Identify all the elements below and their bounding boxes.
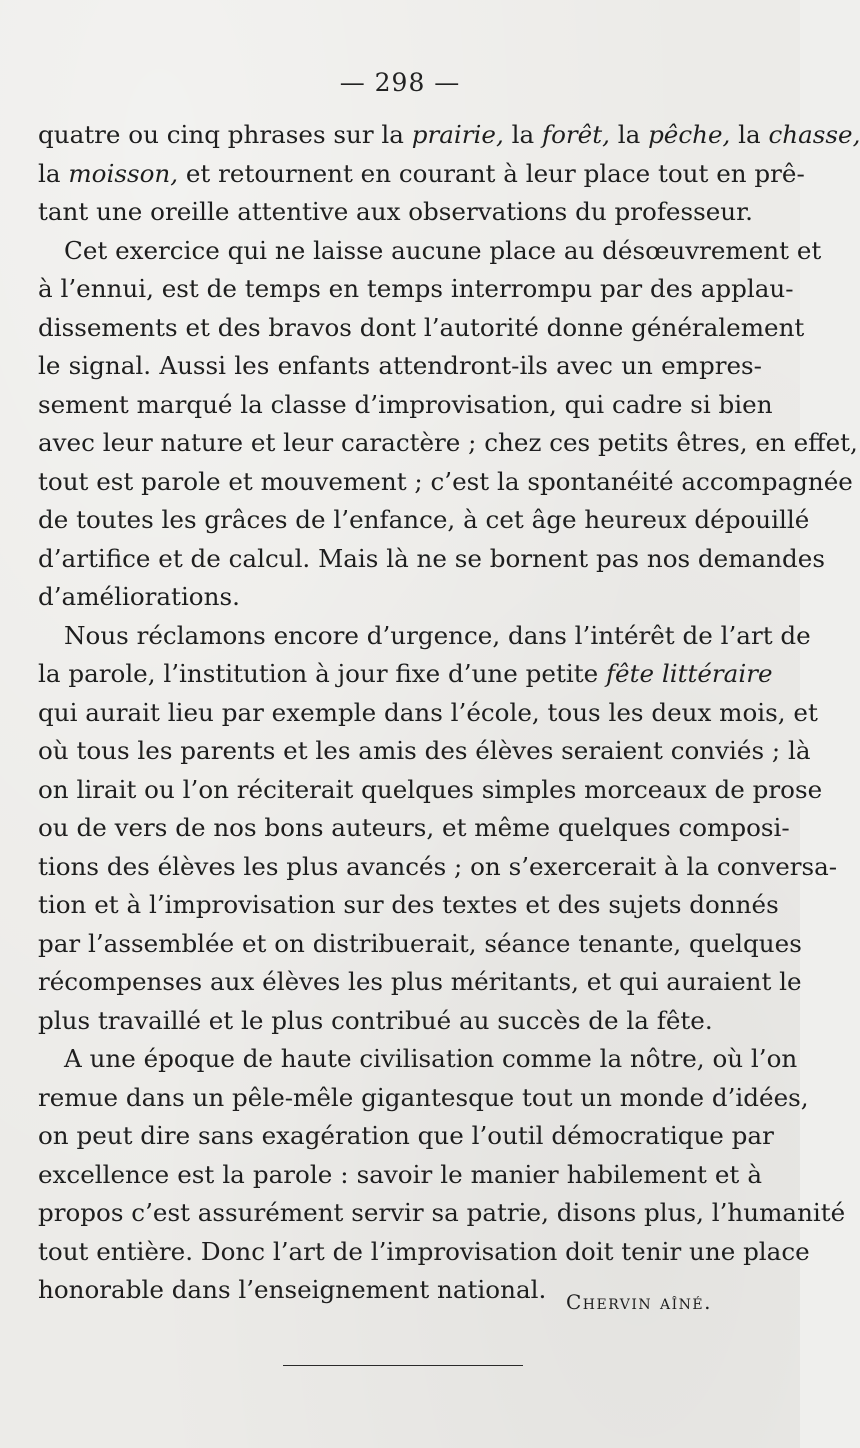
text-run: récompenses aux élèves les plus méritants, et qui auraient le (38, 967, 802, 996)
text-line (38, 578, 762, 617)
paragraph (38, 1040, 846, 1310)
text-line (38, 116, 860, 155)
end-rule (283, 1365, 523, 1366)
text-line (38, 848, 838, 887)
text-run: la (730, 120, 769, 149)
text-line (38, 155, 805, 194)
text-run: par l’assemblée et on distribuerait, séance tenante, quelques (38, 928, 802, 958)
italic-text: moisson, (68, 158, 179, 188)
text-line (38, 694, 818, 733)
text-run: la (38, 158, 69, 188)
text-run: la (503, 120, 542, 149)
text-run: et retournent en courant à leur place tout en prê- (178, 158, 805, 188)
text-run: tions des élèves les plus avancés ; on s’exercerait à la conversa- (38, 851, 838, 881)
text-run: d’artifice et de calcul. Mais là ne se bornent pas nos demandes (38, 543, 825, 573)
italic-text: pêche, (648, 120, 731, 149)
text-line (38, 1040, 798, 1079)
text-line (38, 270, 794, 309)
text-run: remue dans un pêle-mêle gigantesque tout un monde d’idées, (38, 1082, 809, 1112)
text-run: d’améliorations. (38, 582, 240, 611)
text-run: on peut dire sans exagération que l’outil démocratique par (38, 1121, 774, 1150)
text-run: quatre ou cinq phrases sur la (38, 120, 412, 149)
text-run: à l’ennui, est de temps en temps interrompu par des applau- (38, 274, 794, 303)
text-line (38, 309, 805, 348)
text-line (38, 655, 773, 694)
text-run: la parole, l’institution à jour fixe d’une petite (38, 659, 606, 688)
text-line (38, 463, 853, 502)
text-line (38, 617, 811, 656)
author-signature: Chervin aîné. (566, 1290, 712, 1314)
text-line (38, 501, 810, 540)
text-line (38, 1233, 810, 1272)
text-line (38, 1079, 809, 1118)
text-line (38, 386, 773, 425)
text-line (38, 193, 762, 232)
text-run: dissements et des bravos dont l’autorité donne généralement (38, 312, 805, 342)
text-run: tout est parole et mouvement ; c’est la spontanéité accompagnée (38, 466, 853, 496)
text-line (38, 1194, 846, 1233)
text-line (38, 1117, 774, 1156)
text-run: avec leur nature et leur caractère ; chez ces petits êtres, en effet, (38, 428, 858, 457)
text-run: tant une oreille attentive aux observations du professeur. (38, 197, 753, 226)
text-run: tion et à l’improvisation sur des textes et des sujets donnés (38, 890, 779, 919)
paragraph (38, 232, 858, 617)
italic-text: chasse, (768, 120, 860, 149)
text-run: excellence est la parole : savoir le manier habilement et à (38, 1159, 762, 1189)
paragraph (38, 116, 860, 232)
text-run: plus travaillé et le plus contribué au succès de la fête. (38, 1005, 713, 1035)
text-line (38, 424, 858, 463)
text-line (38, 232, 822, 271)
text-run: ou de vers de nos bons auteurs, et même quelques composi- (38, 813, 790, 842)
text-run: la (609, 120, 649, 149)
text-line (38, 1156, 762, 1195)
italic-text: prairie, (411, 120, 504, 149)
text-run: Cet exercice qui ne laisse aucune place au désœuvrement et (64, 235, 822, 265)
text-run: de toutes les grâces de l’enfance, à cet âge heureux dépouillé (38, 505, 810, 534)
text-line (38, 925, 802, 964)
text-run: on lirait ou l’on réciterait quelques simples morceaux de prose (38, 774, 823, 804)
text-line (38, 886, 779, 925)
italic-text: fête littéraire (605, 659, 773, 688)
text-line (38, 540, 825, 579)
text-line (38, 1002, 762, 1041)
paragraph (38, 617, 838, 1041)
text-line (38, 732, 811, 771)
text-line (38, 771, 823, 810)
text-run: qui aurait lieu par exemple dans l’école, tous les deux mois, et (38, 697, 818, 727)
italic-text: forêt, (541, 120, 610, 149)
body-text (38, 116, 860, 1310)
text-line (38, 809, 790, 848)
text-run: Nous réclamons encore d’urgence, dans l’intérêt de l’art de (64, 620, 811, 650)
text-run: sement marqué la classe d’improvisation, qui cadre si bien (38, 389, 773, 419)
text-run: propos c’est assurément servir sa patrie, disons plus, l’humanité (38, 1198, 846, 1227)
text-run: A une époque de haute civilisation comme la nôtre, où l’on (64, 1044, 798, 1073)
text-run: où tous les parents et les amis des élèves seraient conviés ; là (38, 736, 811, 765)
text-run: tout entière. Donc l’art de l’improvisation doit tenir une place (38, 1236, 810, 1266)
text-line (38, 963, 802, 1002)
page-number: — 298 — (339, 68, 461, 97)
text-run: le signal. Aussi les enfants attendront-ils avec un empres- (38, 351, 762, 380)
text-line (38, 347, 762, 386)
text-run: honorable dans l’enseignement national. (38, 1275, 547, 1304)
